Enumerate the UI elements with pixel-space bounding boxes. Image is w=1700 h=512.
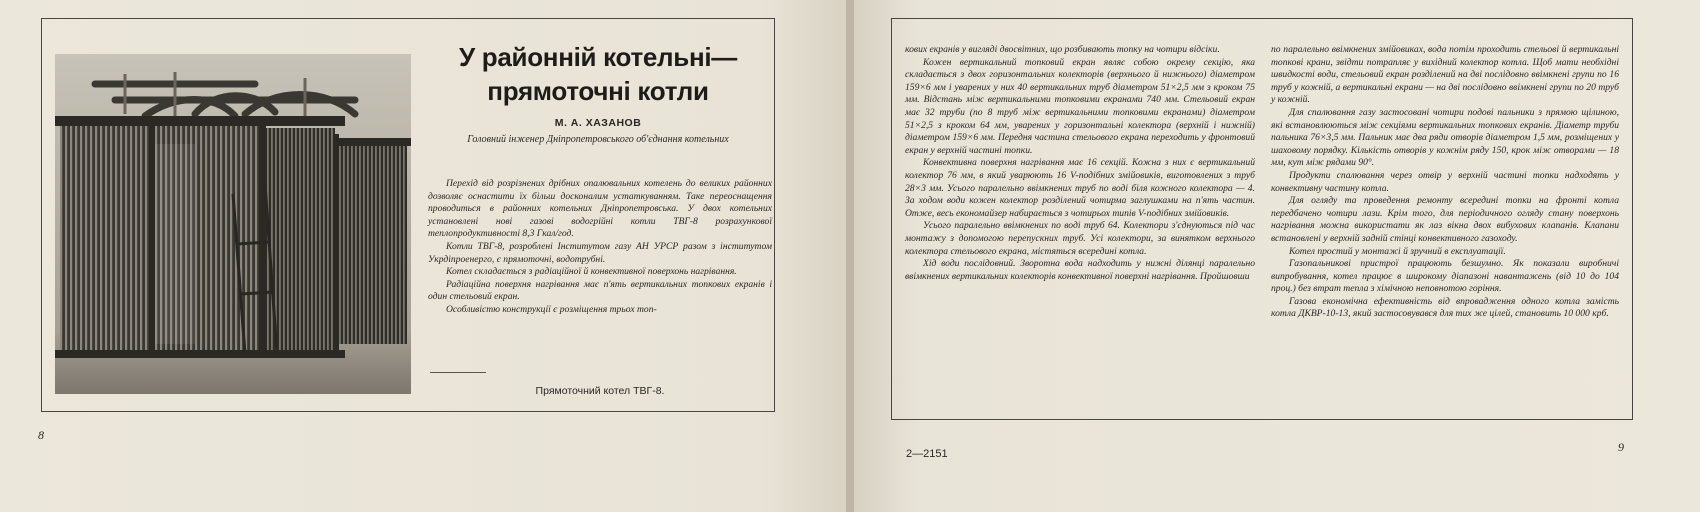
paragraph: Продукти спалювання через отвір у верхній частині топки надходять у конвективну частину котла. bbox=[1271, 169, 1619, 194]
boiler-photo bbox=[55, 54, 411, 394]
paragraph: Газова економічна ефективність від впровадження одного котла замість котла ДКВР-10-13, який застосовувався для тих же цілей, становить 10 000 крб. bbox=[1271, 295, 1619, 320]
right-page-column-1 bbox=[905, 44, 1255, 283]
article-title-line2: прямоточні котли bbox=[487, 76, 709, 106]
right-page-column-2 bbox=[1271, 44, 1619, 321]
photo-caption: Прямоточний котел ТВГ-8. bbox=[535, 385, 665, 397]
paragraph: Особливістю конструкції є розміщення трьох топ- bbox=[446, 303, 657, 315]
paragraph: Конвективна поверхня нагрівання має 16 секцій. Кожна з них є вертикальний колектор 76 мм, в який уварюють 16 V-подібних змійовиків, виготовлених з труб 28×3 мм. Усього паралельно ввімкнених труб по воді біля кожного колектора — 4. За ходом води кожен колектор розділений чотирма заглушками на п'ять частин. Отже, весь економайзер набирається з чотирьох типів V-подібних змійовиків. bbox=[905, 157, 1255, 219]
book-gutter bbox=[846, 0, 854, 512]
print-signature: 2—2151 bbox=[906, 448, 948, 460]
paragraph: Радіаційна поверхня нагрівання має п'ять вертикальних топкових екранів і один стельовий екран. bbox=[428, 278, 772, 303]
paragraph: Котел простий у монтажі й зручний в експлуатації. bbox=[1289, 245, 1506, 257]
paragraph: Котел складається з радіаційної й конвективної поверхонь нагрівання. bbox=[446, 266, 737, 278]
page-number-right: 9 bbox=[1618, 440, 1624, 454]
paragraph: по паралельно ввімкнених змійовиках, вода потім проходить стельові й вертикальні топкові крани, звідти потрапляє у вихідний колектор котла. Щоб мати необхідні швидкості води, стельовий екран розділений на дві послідовно ввімкнені групи по 16 труб у кожній, а вертикальні екрани — на дві послідовно ввімкнені групи по 20 труб у кожній. bbox=[1271, 44, 1619, 106]
paragraph: Для огляду та проведення ремонту всередині топки на фронті котла передбачено чотири лази. Крім того, для періодичного огляду стану поверхонь нагрівання можна використати як лаз вікна двох вибухових клапанів. Клапани встановлені у верхній задній стінці конвективного газоходу. bbox=[1271, 195, 1619, 244]
page-number-left: 8 bbox=[38, 428, 44, 442]
caption-divider bbox=[430, 372, 486, 373]
paragraph: Газопальникові пристрої працюють безшумно. Як показали виробничі випробування, котел працює в широкому діапазоні навантажень (від 10 до 104 проц.) без втрат тепла з хімічною неповнотою горіння. bbox=[1271, 258, 1619, 295]
paragraph: кових екранів у вигляді двосвітних, що розбивають топку на чотири відсіки. bbox=[905, 44, 1220, 55]
paragraph: Кожен вертикальний топковий екран являє собою окрему секцію, яка складається з двох горизонтальних колекторів (верхнього й нижнього) діаметром 159×6 мм і уварених у них 40 вертикальних труб діаметром 51×2,5 мм з кроком 75 мм. Відстань між вертикальними топковими екранами 740 мм. Стельовий екран має 32 труби (по 8 труб між вертикальними топковими екранами) діаметром 51×2,5 з кроком 64 мм, уварених у горизонтальні колектора (верхній і нижній) діаметром 159×6 мм. Передня частина стельового екрана переходить у фронтовий екран у верхній частині топки. bbox=[905, 56, 1255, 156]
author-affiliation: Головний інженер Дніпропетровського об'єднання котельних bbox=[467, 134, 729, 145]
paragraph: Котли ТВГ-8, розроблені Інститутом газу АН УРСР разом з інститутом Укрдіпроенерго, є прямоточні, водотрубні. bbox=[428, 240, 772, 265]
article-title bbox=[428, 40, 768, 108]
paragraph: Для спалювання газу застосовані чотири подові пальники з прямою щілиною, які встановлюються між секціями вертикальних топкових екранів. Діаметр труби пальника 76×3,5 мм. Пальник має два ряди отворів діаметром 1,5 мм, розміщених у шаховому порядку. Кількість отворів у кожнім ряду 150, крок між отворами — 18 мм, кут між рядами 90°. bbox=[1271, 106, 1619, 169]
left-page-text bbox=[428, 178, 772, 317]
paragraph: Хід води послідовний. Зворотна вода надходить у нижні ділянці паралельно ввімкнених вертикальних колекторів конвективної поверхні нагрівання. Пройшовши bbox=[905, 258, 1255, 282]
boiler-illustration bbox=[55, 54, 411, 394]
article-author: М. А. ХАЗАНОВ bbox=[554, 117, 642, 129]
article-title-line1: У районній котельні— bbox=[459, 42, 737, 72]
paragraph: Усього паралельно ввімкнених по воді труб 64. Колектори з'єднуються під час монтажу з допомогою перепускних труб. Усі колектори, за винятком верхнього колектора стельового екрана, містяться всередині котла. bbox=[905, 220, 1255, 257]
paragraph: Перехід від розрізнених дрібних опалювальних котелень до великих районних дозволяє оснастити їх більш досконалим устаткуванням. Таке переоснащення проводиться в районних котельних Дніпропетровська. У двох котельних установлені нові газові водогрійні котли ТВГ-8 розрахункової теплопродуктивності 8,3 Гкал/год. bbox=[428, 178, 772, 240]
